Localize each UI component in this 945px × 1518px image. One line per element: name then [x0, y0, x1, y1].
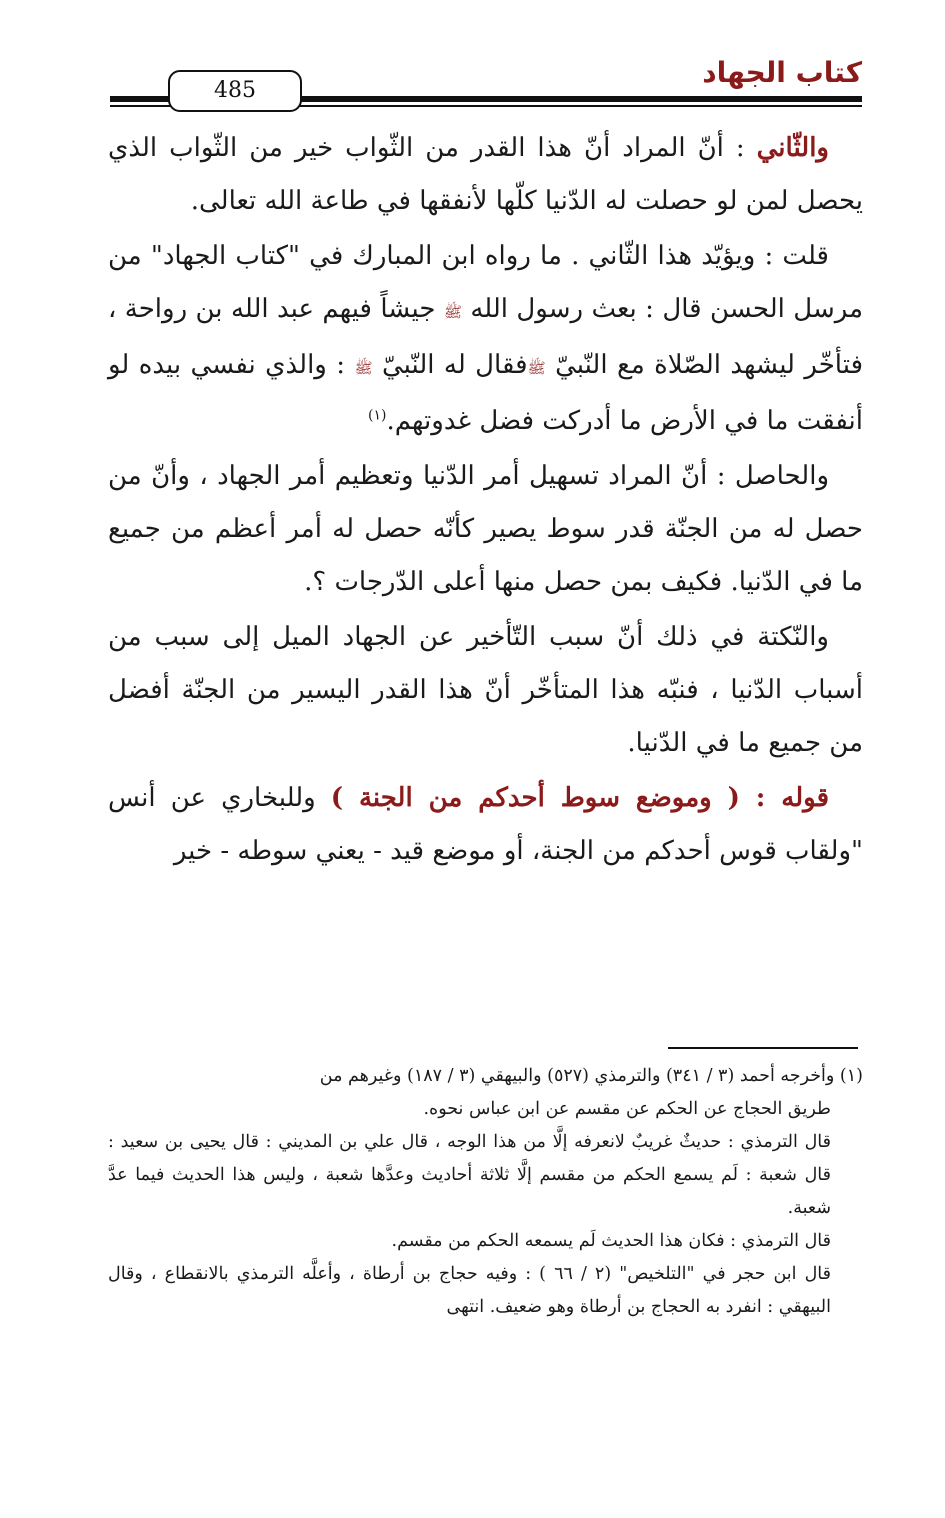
footnote-line-1: (١) وأخرجه أحمد (٣ / ٣٤١) والترمذي (٥٢٧) والبيهقي (٣ / ١٨٧) وغيرهم من	[319, 1066, 863, 1086]
paragraph-2-text-b: جيشاً فيهم عبد الله بن رواحة ، فتأخّر ليشهد الصّلاة مع النّبيّ	[108, 294, 863, 380]
paragraph-3: والحاصل : أنّ المراد تسهيل أمر الدّنيا وتعظيم أمر الجهاد ، وأنّ من حصل له من الجنّة قدر سوط يصير كأنّه حصل له أمر أعظم من جميع ما في الدّنيا. فكيف بمن حصل منها أعلى الدّرجات ؟.	[108, 461, 863, 597]
main-text	[108, 122, 863, 880]
footnotes	[108, 1060, 863, 1324]
paragraph-2-text-a: قلت : ويؤيّد هذا الثّاني . ما رواه ابن المبارك في "كتاب الجهاد" من مرسل الحسن قال : بعث رسول الله	[108, 241, 864, 324]
footnote-line-4: قال الترمذي : فكان هذا الحديث لَم يسمعه الحكم من مقسم.	[391, 1231, 831, 1251]
footnote-marker: (١)	[368, 407, 387, 424]
paragraph-1-lead: والثّاني	[756, 133, 829, 163]
paragraph-4: والنّكتة في ذلك أنّ سبب التّأخير عن الجهاد الميل إلى سبب من أسباب الدّنيا ، فنبّه هذا المتأخّر أنّ هذا القدر اليسير من الجنّة أفضل من جميع ما في الدّنيا.	[108, 622, 863, 758]
footnote-line-3: قال الترمذي : حديثٌ غريبٌ لانعرفه إلَّا من هذا الوجه ، قال علي بن المديني : قال يحيى بن سعيد : قال شعبة : لَم يسمع الحكم من مقسم إلَّا ثلاثة أحاديث وعدَّها شعبة ، وليس هذا الحديث فيما عدَّ شعبة.	[108, 1132, 831, 1218]
paragraph-2-text-d: : والذي نفسي بيده لو أنفقت ما في الأرض ما أدركت فضل غدوتهم.	[108, 350, 863, 436]
footnote-line-2: طريق الحجاج عن الحكم عن مقسم عن ابن عباس نحوه.	[423, 1099, 831, 1119]
paragraph-2	[108, 230, 863, 448]
paragraph-5-text: وللبخاري عن أنس "ولقاب قوس أحدكم من الجنة، أو موضع قيد - يعني سوطه - خير	[108, 783, 863, 866]
paragraph-1-text: : أنّ المراد أنّ هذا القدر من الثّواب خير من الثّواب الذي يحصل لمن لو حصلت له الدّنيا كلّها لأنفقها في طاعة الله تعالى.	[108, 133, 863, 216]
footnote-line-5: قال ابن حجر في "التلخيص" (٢ / ٦٦ ) : وفيه حجاج بن أرطاة ، وأعلَّه الترمذي بالانقطاع ، وقال البيهقي : انفرد به الحجاج بن أرطاة وهو ضعيف. انتهى	[108, 1264, 831, 1317]
salawat-glyph-1: ﷺ	[443, 303, 462, 321]
paragraph-2-text-c: فقال له النّبيّ	[372, 350, 528, 380]
paragraph-5-lead: قوله : ( وموضع سوط أحدكم من الجنة )	[330, 783, 829, 813]
page-header	[110, 50, 862, 110]
salawat-glyph-2: ﷺ	[527, 359, 546, 377]
footnote-separator	[668, 1047, 858, 1049]
paragraph-5	[108, 772, 863, 878]
page-number-badge: 485	[168, 70, 302, 112]
book-title: كتاب الجهاد	[702, 56, 862, 89]
paragraph-1	[108, 122, 863, 228]
salawat-glyph-3: ﷺ	[354, 359, 373, 377]
